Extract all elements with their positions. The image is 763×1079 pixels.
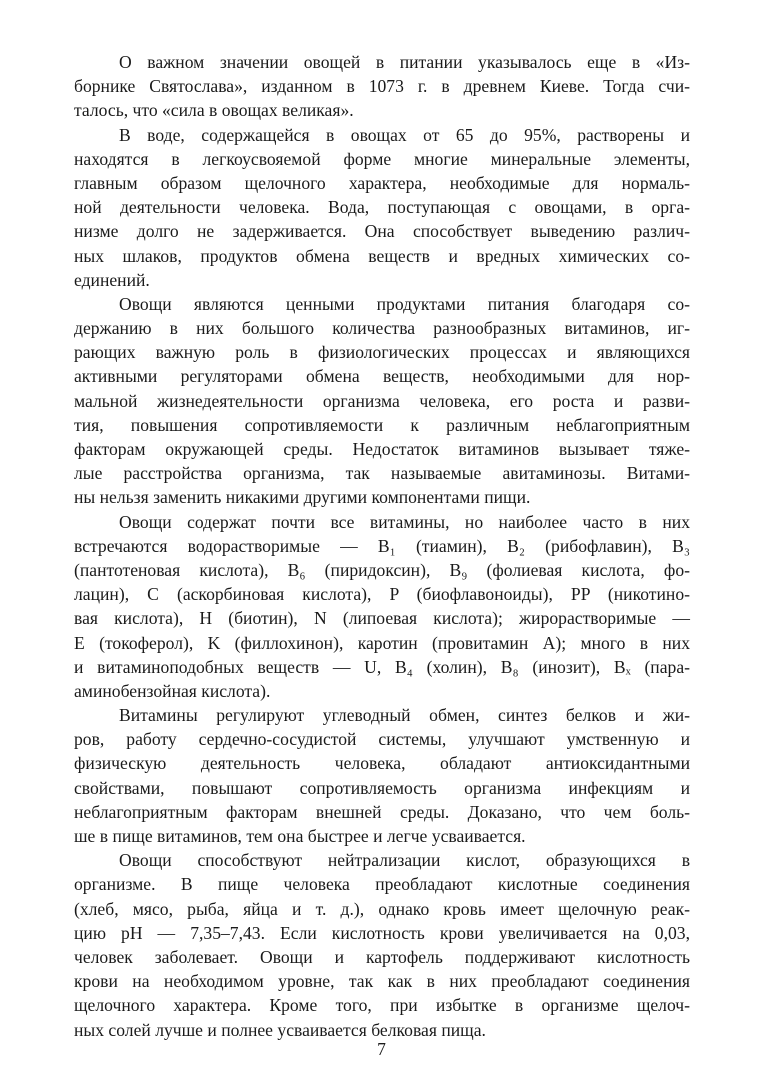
text-line: Овощи содержат почти все витамины, но наиболее часто в них (119, 511, 690, 532)
text-line: человек заболевает. Овощи и картофель поддерживают кислотность (74, 946, 690, 967)
text-line: (хлеб, мясо, рыба, яйца и т. д.), однако кровь имеет щелочную реак- (74, 898, 690, 919)
paragraph (74, 848, 690, 1042)
text-line: низме долго не задерживается. Она способствует выведению различ- (74, 221, 690, 242)
text-line: единений. (74, 269, 150, 290)
text-line: В воде, содержащейся в овощах от 65 до 95%, растворены и (119, 124, 690, 145)
text-line: ше в пище витаминов, тем она быстрее и легче усваивается. (74, 826, 526, 846)
text-line: неблагоприятным факторам внешней среды. Доказано, что чем боль- (74, 801, 690, 822)
paragraph (74, 292, 690, 510)
text-line: Овощи способствуют нейтрализации кислот, образующихся в (119, 850, 690, 871)
paragraph (74, 123, 690, 292)
text-line: щелочного характера. Кроме того, при избытке в организме щелоч- (74, 995, 690, 1016)
text-line: ных шлаков, продуктов обмена веществ и вредных химических со- (74, 245, 690, 266)
text-line: находятся в легкоусвояемой форме многие минеральные элементы, (74, 148, 690, 169)
text-line: рающих важную роль в физиологических процессах и являющихся (74, 342, 690, 363)
text-line: ных солей лучше и полнее усваивается белковая пища. (74, 1019, 486, 1040)
text-line: организме. В пище человека преобладают кислотные соединения (74, 874, 690, 895)
text-line: вая кислота), H (биотин), N (липоевая кислота); жирорастворимые — (74, 608, 690, 629)
text-line: лые расстройства организма, так называемые авитаминозы. Витами- (74, 463, 690, 484)
text-line: ной деятельности человека. Вода, поступающая с овощами, в орга- (74, 197, 690, 218)
text-line: ны нельзя заменить никакими другими компонентами пищи. (74, 487, 531, 508)
text-line: E (токоферол), K (филлохинон), каротин (провитамин A); много в них (74, 632, 690, 653)
text-line: активными регуляторами обмена веществ, необходимыми для нор- (74, 366, 690, 387)
text-line: Овощи являются ценными продуктами питания благодаря со- (119, 293, 690, 314)
paragraph (74, 510, 690, 704)
text-line: Витамины регулируют углеводный обмен, синтез белков и жи- (119, 705, 690, 726)
text-line: встречаются водорастворимые — B₁ (тиамин), B₂ (рибофлавин), B₃ (74, 535, 690, 556)
text-line: мальной жизнедеятельности организма человека, его роста и разви- (74, 390, 690, 411)
text-line: борнике Святослава», изданном в 1073 г. в древнем Киеве. Тогда счи- (74, 76, 690, 97)
page-body (74, 50, 690, 1042)
text-line: тия, повышения сопротивляемости к различным неблагоприятным (74, 414, 690, 435)
text-line: свойствами, повышают сопротивляемость организма инфекциям и (74, 777, 690, 798)
text-line: крови на необходимом уровне, так как в них преобладают соединения (74, 971, 690, 992)
text-line: О важном значении овощей в питании указывалось еще в «Из- (119, 52, 690, 72)
text-line: ров, работу сердечно-сосудистой системы, улучшают умственную и (74, 729, 690, 750)
page-number: 7 (377, 1039, 386, 1059)
text-line: талось, что «сила в овощах великая». (74, 100, 354, 121)
text-line: и витаминоподобных веществ — U, B₄ (холин), B₈ (инозит), Bₓ (пара- (74, 656, 690, 677)
paragraph (74, 50, 690, 123)
text-line: факторам окружающей среды. Недостаток витаминов вызывает тяже- (74, 439, 690, 459)
text-line: главным образом щелочного характера, необходимые для нормаль- (74, 172, 690, 193)
text-line: аминобензойная кислота). (74, 680, 271, 701)
text-line: цию pH — 7,35–7,43. Если кислотность крови увеличивается на 0,03, (74, 922, 690, 943)
text-line: лацин), C (аскорбиновая кислота), P (биофлавоноиды), PP (никотино- (74, 584, 690, 605)
text-line: физическую деятельность человека, обладают антиоксидантными (74, 753, 690, 774)
paragraph (74, 703, 690, 848)
text-line: (пантотеновая кислота), B₆ (пиридоксин), B₉ (фолиевая кислота, фо- (74, 559, 690, 580)
text-line: держанию в них большого количества разнообразных витаминов, иг- (74, 318, 690, 339)
